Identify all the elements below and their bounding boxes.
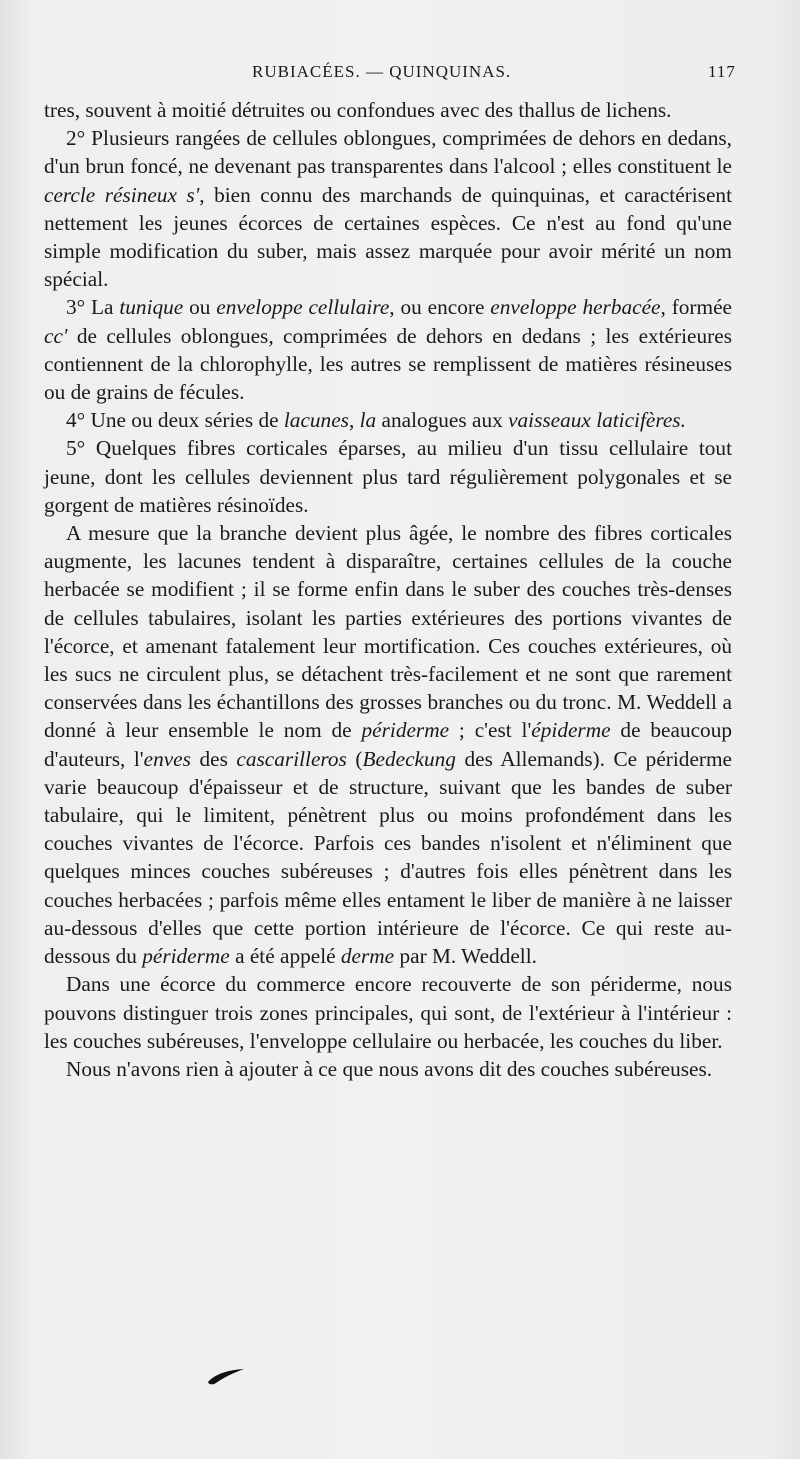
paragraph (44, 406, 732, 434)
text-run: ; c'est l' (449, 718, 532, 743)
italic-term: derme (340, 944, 395, 969)
text-run: ( (346, 746, 363, 771)
text-run: des (190, 746, 237, 771)
text-run: tres, souvent à moitié détruites ou confondues avec des thallus de lichens. (44, 98, 672, 122)
ink-mark-icon (206, 1366, 246, 1386)
italic-term: lacunes (283, 408, 349, 433)
text-run: , formée (660, 295, 732, 320)
text-run: 4° Une ou deux séries de (66, 408, 284, 433)
italic-term: vaisseaux laticifères. (508, 408, 686, 433)
text-run: des Allemands). Ce périderme varie beaucoup d'épaisseur et de structure, suivant que les bandes de suber tabulaire, qui le limitent, pénètrent plus ou moins profondément dans les couches vivantes de l'écorce. Parfois ces bandes n'isolent et n'éliminent que quelques minces couches subéreuses ; d'autres fois elles pénètrent dans les couches herbacées ; parfois même elles entament le liber de manière à ne laisser au-dessous d'elles que cette portion intérieure de l'écorce. Ce qui reste au-dessous du (44, 746, 733, 969)
text-run: Dans une écorce du commerce encore recouverte de son périderme, nous pouvons distinguer trois zones principales, qui sont, de l'extérieur à l'intérieur : les couches subéreuses, l'enveloppe cellulaire ou herbacée, les couches du liber. (44, 972, 732, 1053)
paragraph (44, 96, 732, 124)
text-run: , bien connu des marchands de quinquinas, et caractérisent nettement les jeunes écorces de certaines espèces. Ce n'est au fond qu'une simple modification du suber, mais assez marquée pour avoir mérité un nom spécial. (44, 182, 732, 292)
text-run: analogues aux (376, 408, 509, 433)
paragraph (44, 124, 732, 293)
text-run: a été appelé (229, 944, 341, 969)
text-run: de beaucoup d'auteurs, l' (44, 718, 733, 771)
italic-term: Bedeckung (362, 746, 456, 771)
running-title: RUBIACÉES. — QUINQUINAS. (252, 62, 512, 81)
text-run: 3° La (66, 295, 120, 320)
italic-term: périderme (142, 944, 230, 969)
paragraph (44, 519, 732, 970)
text-run: par M. Weddell. (394, 944, 537, 969)
text-run: A mesure que la branche devient plus âgée, le nombre des fibres corticales augmente, les lacunes tendent à disparaître, certaines cellules de la couche herbacée se modifient ; il se forme enfin dans le suber des couches très-denses de cellules tabulaires, isolant les parties extérieures des portions vivantes de l'écorce, et amenant fatalement leur mortification. Ces couches extérieures, où les sucs ne circulent plus, se détachent très-facilement et ne sont que rarement conservées dans les échantillons des grosses branches ou du tronc. M. Weddell a donné à leur ensemble le nom de (44, 521, 732, 743)
text-run: de cellules oblongues, comprimées de dehors en dedans ; les extérieures contiennent de la chlorophylle, les autres se remplissent de matières résineuses ou de grains de fécules. (44, 323, 732, 405)
text-run: 2° Plusieurs rangées de cellules oblongues, comprimées de dehors en dedans, d'un brun foncé, ne devenant pas transparentes dans l'alcool ; elles constituent le (44, 126, 732, 179)
italic-term: la (359, 408, 377, 433)
italic-term: enveloppe herbacée (490, 295, 661, 320)
paragraph (44, 434, 732, 519)
text-run: ou (183, 295, 217, 320)
italic-term: tunique (119, 295, 184, 320)
italic-term: enveloppe cellulaire (216, 295, 390, 320)
paragraph (44, 1055, 732, 1083)
text-run: , ou encore (389, 295, 491, 320)
body-text (44, 96, 732, 1083)
text-run: , (348, 408, 360, 433)
paragraph (44, 293, 732, 406)
paragraph (44, 970, 732, 1055)
italic-term: cc' (44, 323, 68, 348)
italic-term: enves (143, 746, 191, 771)
page-header (0, 62, 800, 88)
page-number: 117 (708, 62, 736, 81)
italic-term: périderme (361, 718, 450, 743)
text-run: 5° Quelques fibres corticales éparses, au milieu d'un tissu cellulaire tout jeune, dont les cellules deviennent plus tard régulièrement polygonales et se gorgent de matières résinoïdes. (44, 436, 732, 517)
italic-term: épiderme (531, 718, 611, 743)
italic-term: cercle résineux s' (44, 182, 200, 207)
italic-term: cascarilleros (236, 746, 347, 771)
text-run: Nous n'avons rien à ajouter à ce que nous avons dit des couches subéreuses. (66, 1056, 713, 1081)
